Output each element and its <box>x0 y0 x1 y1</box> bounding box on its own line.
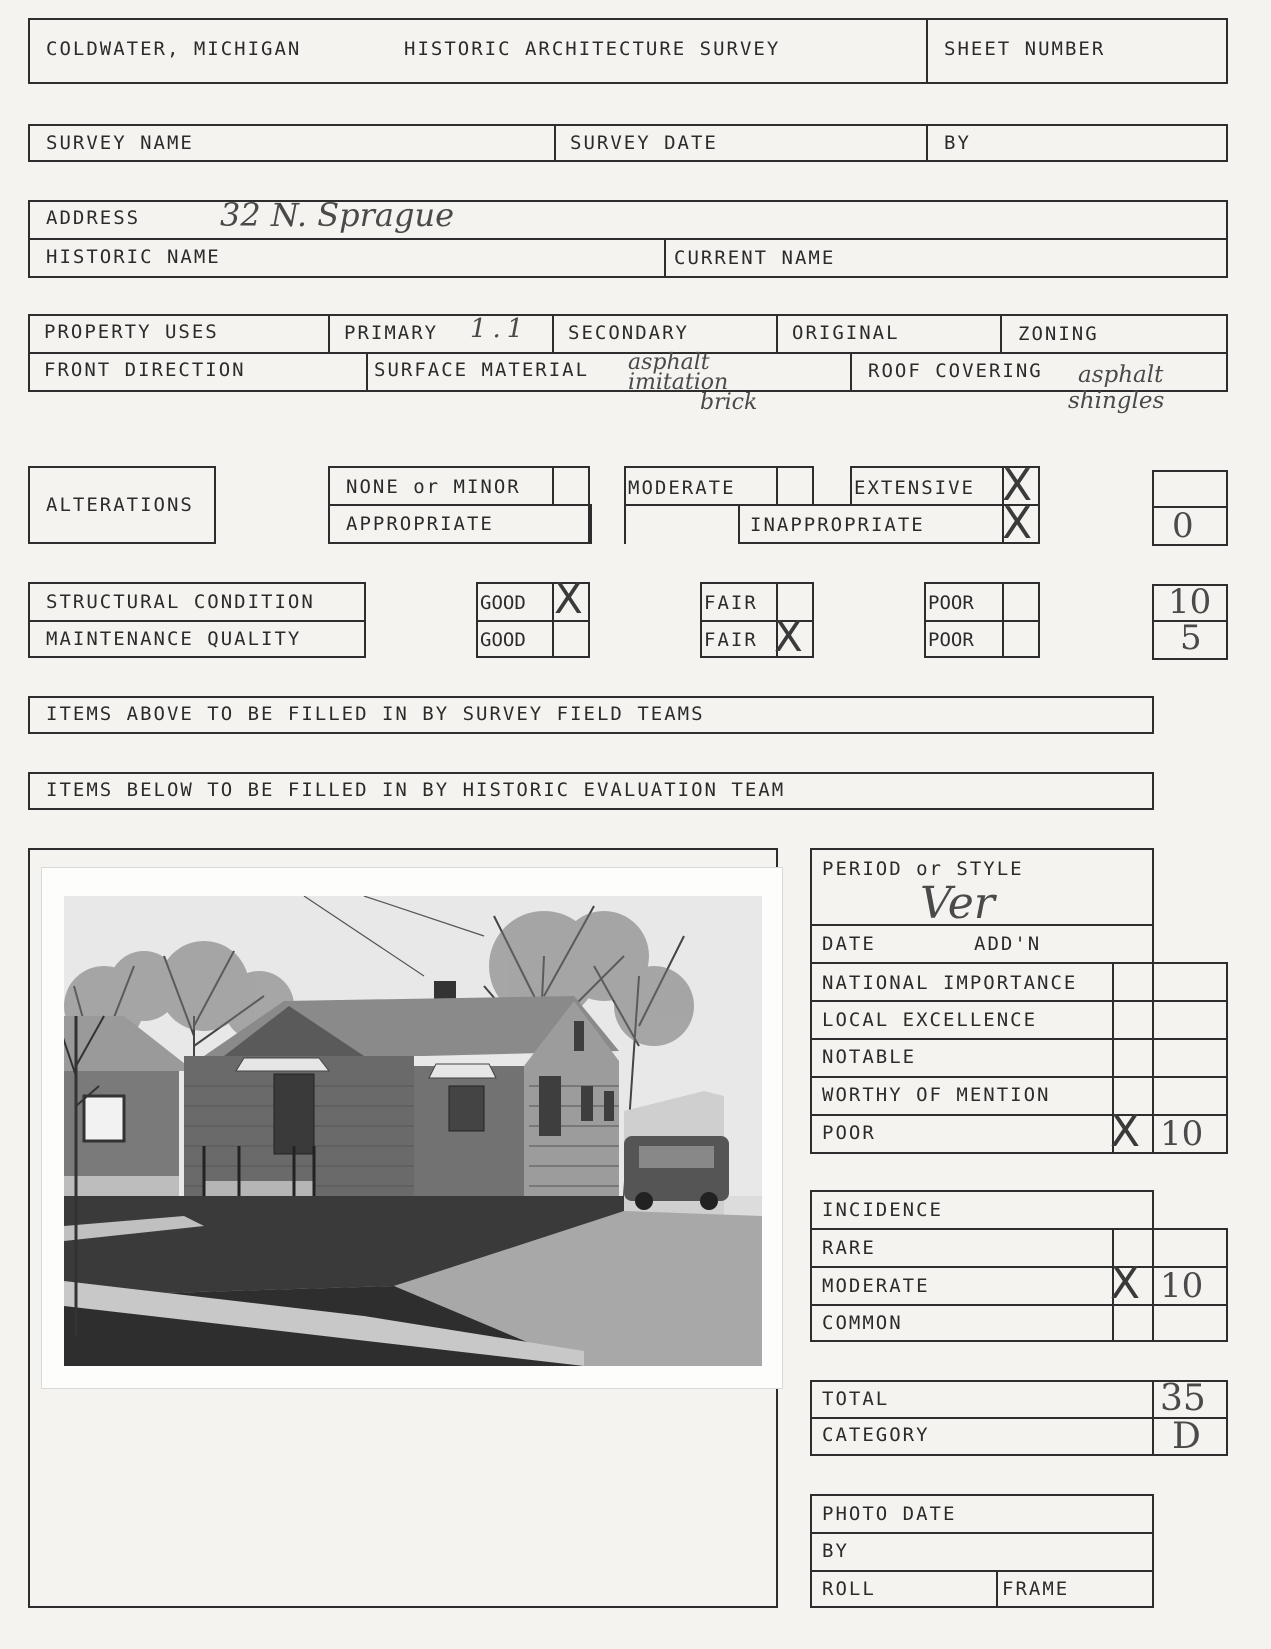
moderate-incidence-score: 10 <box>1160 1266 1204 1306</box>
common-label: COMMON <box>822 1312 903 1334</box>
property-col-1 <box>328 314 330 352</box>
secondary-label: SECONDARY <box>568 322 689 344</box>
house-photo-image <box>64 896 762 1366</box>
property-col-3 <box>776 314 778 352</box>
house-photograph <box>42 868 782 1388</box>
sheet-number-label: SHEET NUMBER <box>944 38 1106 60</box>
note-below: ITEMS BELOW TO BE FILLED IN BY HISTORIC EVALUATION TEAM <box>46 779 786 801</box>
historic-name-label: HISTORIC NAME <box>46 246 221 268</box>
survey-date-label: SURVEY DATE <box>570 132 718 154</box>
maintenance-score: 5 <box>1180 618 1202 658</box>
appropriate-label: APPROPRIATE <box>346 513 494 535</box>
roll-label: ROLL <box>822 1578 876 1600</box>
photo-info-divider-2 <box>810 1570 1154 1572</box>
alterations-label: ALTERATIONS <box>46 494 194 516</box>
eval-divider-worthy <box>810 1076 1228 1078</box>
period-style-value: Ver <box>920 878 995 929</box>
poor-row-divider <box>924 620 1040 622</box>
property-uses-label: PROPERTY USES <box>44 321 219 343</box>
maintenance-quality-label: MAINTENANCE QUALITY <box>46 628 302 650</box>
incidence-mark-divider <box>1152 1228 1154 1342</box>
city-label: COLDWATER, MICHIGAN <box>46 38 302 60</box>
photo-info-divider-1 <box>810 1532 1154 1534</box>
eval-divider-local <box>810 1000 1228 1002</box>
none-minor-label: NONE or MINOR <box>346 476 521 498</box>
address-value: 32 N. Sprague <box>220 196 454 234</box>
poor-mark: X <box>1110 1106 1141 1157</box>
survey-divider-2 <box>926 124 928 162</box>
inappropriate-mark: X <box>1002 498 1033 549</box>
property-col-6 <box>850 352 852 392</box>
surface-material-value-2: imitation <box>628 370 729 395</box>
worthy-of-mention-label: WORTHY OF MENTION <box>822 1084 1051 1106</box>
fair-label-maintenance: FAIR <box>704 629 758 651</box>
roof-covering-value-1: asphalt <box>1078 362 1164 388</box>
identity-col-divider <box>664 238 666 278</box>
local-excellence-label: LOCAL EXCELLENCE <box>822 1009 1038 1031</box>
moderate-incidence-mark: X <box>1110 1258 1141 1309</box>
poor-label-structural: POOR <box>928 592 974 614</box>
eval-divider-national <box>810 962 1228 964</box>
category-value: D <box>1172 1416 1201 1457</box>
incidence-divider-rare <box>810 1228 1154 1230</box>
rare-label: RARE <box>822 1237 876 1259</box>
front-direction-label: FRONT DIRECTION <box>44 359 246 381</box>
moderate-check-divider <box>776 466 778 506</box>
frame-label: FRAME <box>1002 1578 1070 1600</box>
survey-by-label: BY <box>944 132 971 154</box>
total-label: TOTAL <box>822 1388 890 1410</box>
condition-label-divider <box>28 620 366 622</box>
header-divider <box>926 18 928 84</box>
primary-label: PRIMARY <box>344 322 439 344</box>
roof-covering-label: ROOF COVERING <box>868 360 1043 382</box>
addn-label: ADD'N <box>974 933 1042 955</box>
poor-label: POOR <box>822 1122 876 1144</box>
original-label: ORIGINAL <box>792 322 900 344</box>
inappropriate-label: INAPPROPRIATE <box>750 514 925 536</box>
structural-condition-label: STRUCTURAL CONDITION <box>46 591 315 613</box>
alterations-score: 0 <box>1172 506 1194 546</box>
address-label: ADDRESS <box>46 207 141 229</box>
poor-check-divider <box>1002 582 1004 658</box>
survey-name-label: SURVEY NAME <box>46 132 194 154</box>
appropriate-check-divider <box>590 504 592 544</box>
surface-material-value-3: brick <box>700 390 758 415</box>
property-col-5 <box>366 352 368 392</box>
eval-divider-notable <box>810 1038 1228 1040</box>
surface-material-label: SURFACE MATERIAL <box>374 359 590 381</box>
fair-label-structural: FAIR <box>704 592 758 614</box>
alterations-connector <box>624 504 626 544</box>
total-value: 35 <box>1160 1378 1206 1419</box>
property-col-4 <box>1000 314 1002 352</box>
none-minor-check-divider <box>552 466 554 504</box>
current-name-label: CURRENT NAME <box>674 247 836 269</box>
totals-col-divider <box>1152 1380 1154 1456</box>
none-minor-row-divider <box>328 504 590 506</box>
primary-value: 1.1 <box>470 314 530 344</box>
maintenance-fair-mark: X <box>774 612 803 661</box>
roof-covering-value-2: shingles <box>1068 388 1165 414</box>
survey-divider-1 <box>554 124 556 162</box>
extensive-label: EXTENSIVE <box>854 477 975 499</box>
good-label-structural: GOOD <box>480 592 526 614</box>
form-title: HISTORIC ARCHITECTURE SURVEY <box>404 38 781 60</box>
extensive-mark: X <box>1002 460 1033 511</box>
surface-material-value-1: asphalt <box>628 350 710 375</box>
photo-info-col-divider <box>996 1570 998 1608</box>
period-style-label: PERIOD or STYLE <box>822 858 1024 880</box>
notable-label: NOTABLE <box>822 1046 917 1068</box>
note-above: ITEMS ABOVE TO BE FILLED IN BY SURVEY FIELD TEAMS <box>46 703 705 725</box>
property-col-2 <box>552 314 554 352</box>
poor-label-maintenance: POOR <box>928 629 974 651</box>
moderate-incidence-label: MODERATE <box>822 1275 930 1297</box>
zoning-label: ZONING <box>1018 323 1099 345</box>
date-label: DATE <box>822 933 876 955</box>
structural-good-mark: X <box>554 574 583 623</box>
moderate-label: MODERATE <box>628 477 736 499</box>
structural-score: 10 <box>1168 582 1212 622</box>
incidence-label: INCIDENCE <box>822 1199 943 1221</box>
photo-date-label: PHOTO DATE <box>822 1503 957 1525</box>
eval-mark-divider <box>1152 962 1154 1154</box>
national-importance-label: NATIONAL IMPORTANCE <box>822 972 1078 994</box>
identity-row-divider <box>28 238 1228 240</box>
category-label: CATEGORY <box>822 1424 930 1446</box>
photo-by-label: BY <box>822 1540 849 1562</box>
good-label-maintenance: GOOD <box>480 629 526 651</box>
poor-score: 10 <box>1160 1114 1204 1154</box>
